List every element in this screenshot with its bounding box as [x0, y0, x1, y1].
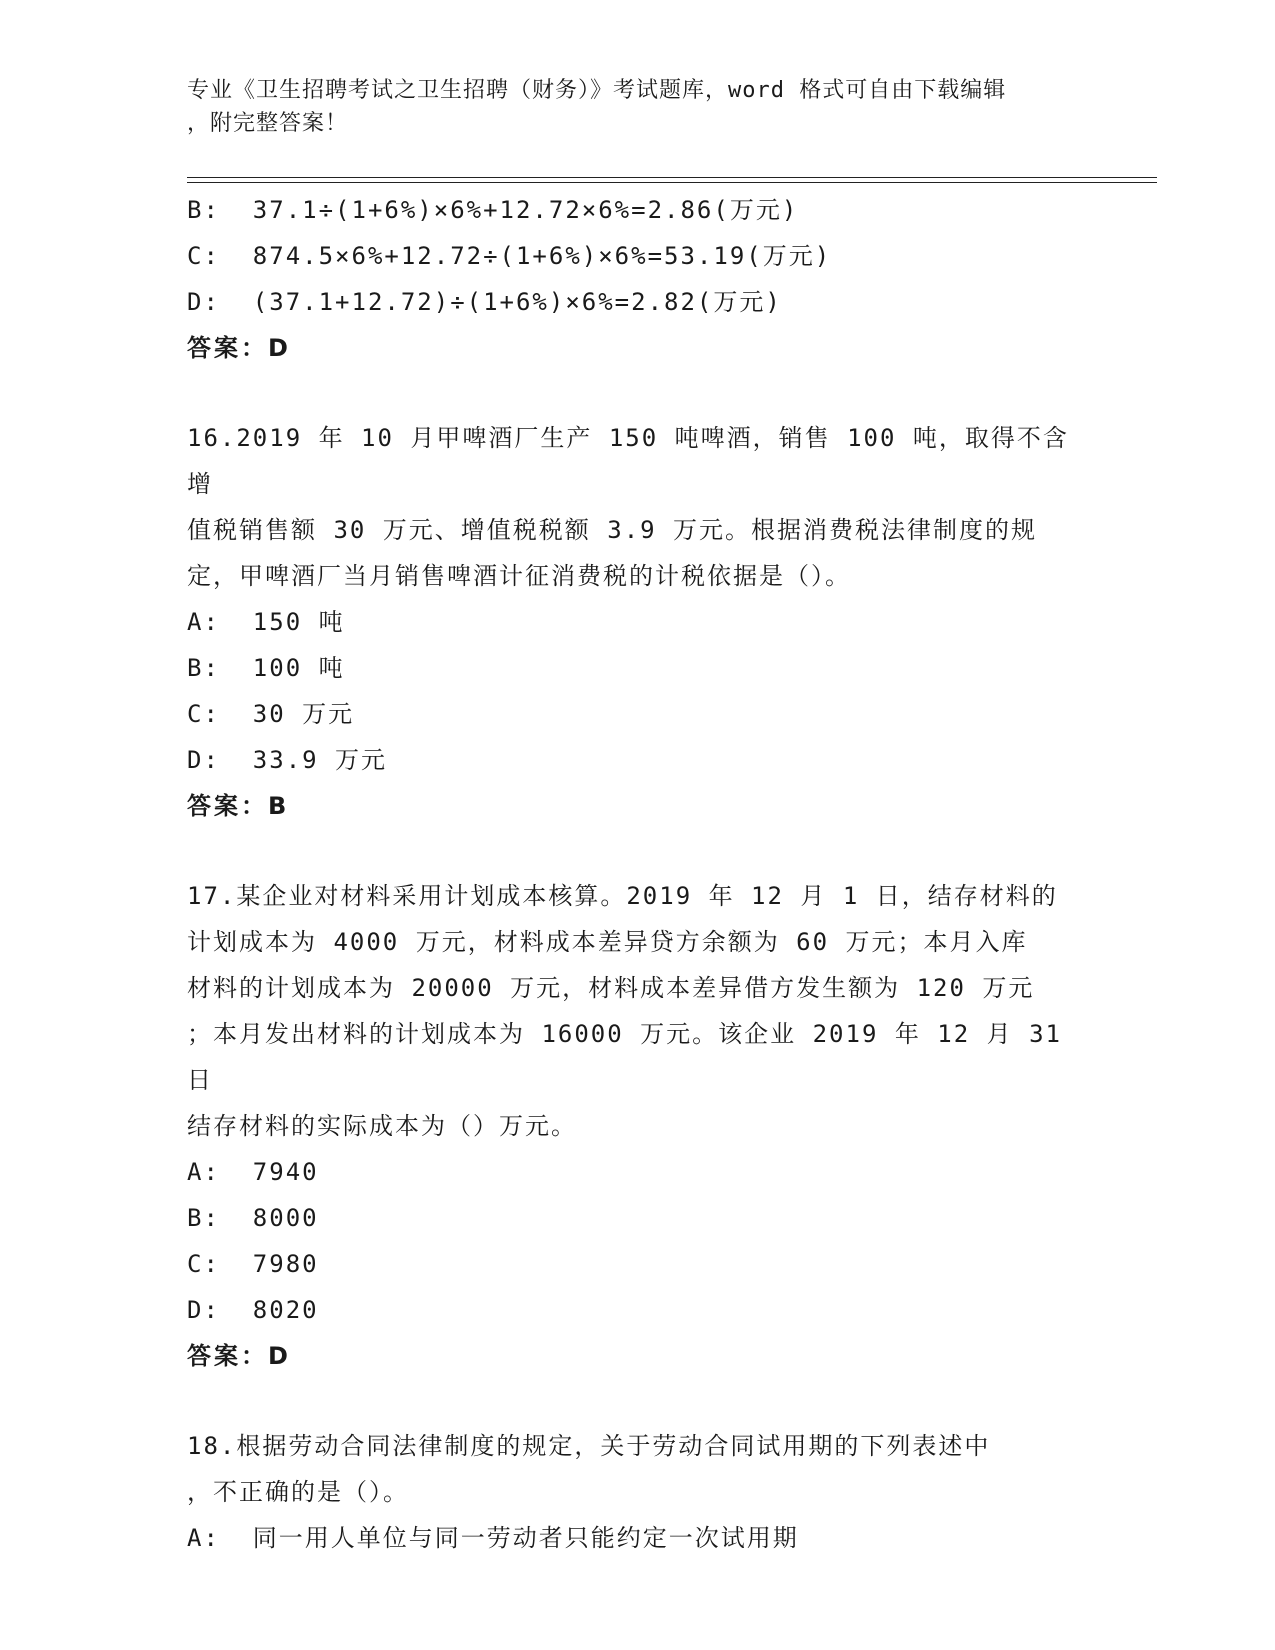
option-b: B: 8000 — [187, 1204, 319, 1232]
answer-label: 答案：B — [187, 792, 290, 820]
option-a: A: 7940 — [187, 1158, 319, 1186]
question-text-line: ，不正确的是（）。 — [187, 1478, 409, 1506]
question-17 — [187, 873, 1077, 1379]
question-text-line: 结存材料的实际成本为（）万元。 — [187, 1112, 577, 1140]
spacer — [187, 829, 1077, 873]
spacer — [187, 371, 1077, 415]
question-text-line: 计划成本为 4000 万元，材料成本差异贷方余额为 60 万元；本月入库 — [187, 928, 1028, 956]
header-line-2: ，附完整答案！ — [187, 111, 349, 136]
question-text-line: 值税销售额 30 万元、增值税税额 3.9 万元。根据消费税法律制度的规 — [187, 516, 1038, 544]
question-15-continued — [187, 187, 1077, 371]
option-d: D: (37.1+12.72)÷(1+6%)×6%=2.82(万元) — [187, 288, 782, 316]
question-text-line: 18.根据劳动合同法律制度的规定，关于劳动合同试用期的下列表述中 — [187, 1432, 991, 1460]
question-text-line: 材料的计划成本为 20000 万元，材料成本差异借方发生额为 120 万元 — [187, 974, 1035, 1002]
option-b: B: 37.1÷(1+6%)×6%+12.72×6%=2.86(万元) — [187, 196, 799, 224]
spacer — [187, 1379, 1077, 1423]
header-line-1: 专业《卫生招聘考试之卫生招聘（财务）》考试题库，word 格式可自由下载编辑 — [187, 78, 1007, 103]
option-d: D: 33.9 万元 — [187, 746, 388, 774]
answer-label: 答案：D — [187, 1342, 291, 1370]
question-text-line: 16.2019 年 10 月甲啤酒厂生产 150 吨啤酒，销售 100 吨，取得不含增 — [187, 424, 1069, 498]
option-c: C: 874.5×6%+12.72÷(1+6%)×6%=53.19(万元) — [187, 242, 832, 270]
question-text-line: 定，甲啤酒厂当月销售啤酒计征消费税的计税依据是（）。 — [187, 562, 851, 590]
option-a: A: 同一用人单位与同一劳动者只能约定一次试用期 — [187, 1524, 799, 1552]
option-c: C: 7980 — [187, 1250, 319, 1278]
option-d: D: 8020 — [187, 1296, 319, 1324]
document-body — [187, 187, 1077, 1561]
option-a: A: 150 吨 — [187, 608, 345, 636]
question-18 — [187, 1423, 1077, 1561]
question-16 — [187, 415, 1077, 829]
option-c: C: 30 万元 — [187, 700, 355, 728]
document-header — [187, 74, 1077, 140]
question-text-line: 17.某企业对材料采用计划成本核算。2019 年 12 月 1 日，结存材料的 — [187, 882, 1058, 910]
option-b: B: 100 吨 — [187, 654, 345, 682]
header-divider — [187, 177, 1157, 183]
question-text-line: ；本月发出材料的计划成本为 16000 万元。该企业 2019 年 12 月 31 日 — [187, 1020, 1079, 1094]
answer-label: 答案：D — [187, 334, 291, 362]
